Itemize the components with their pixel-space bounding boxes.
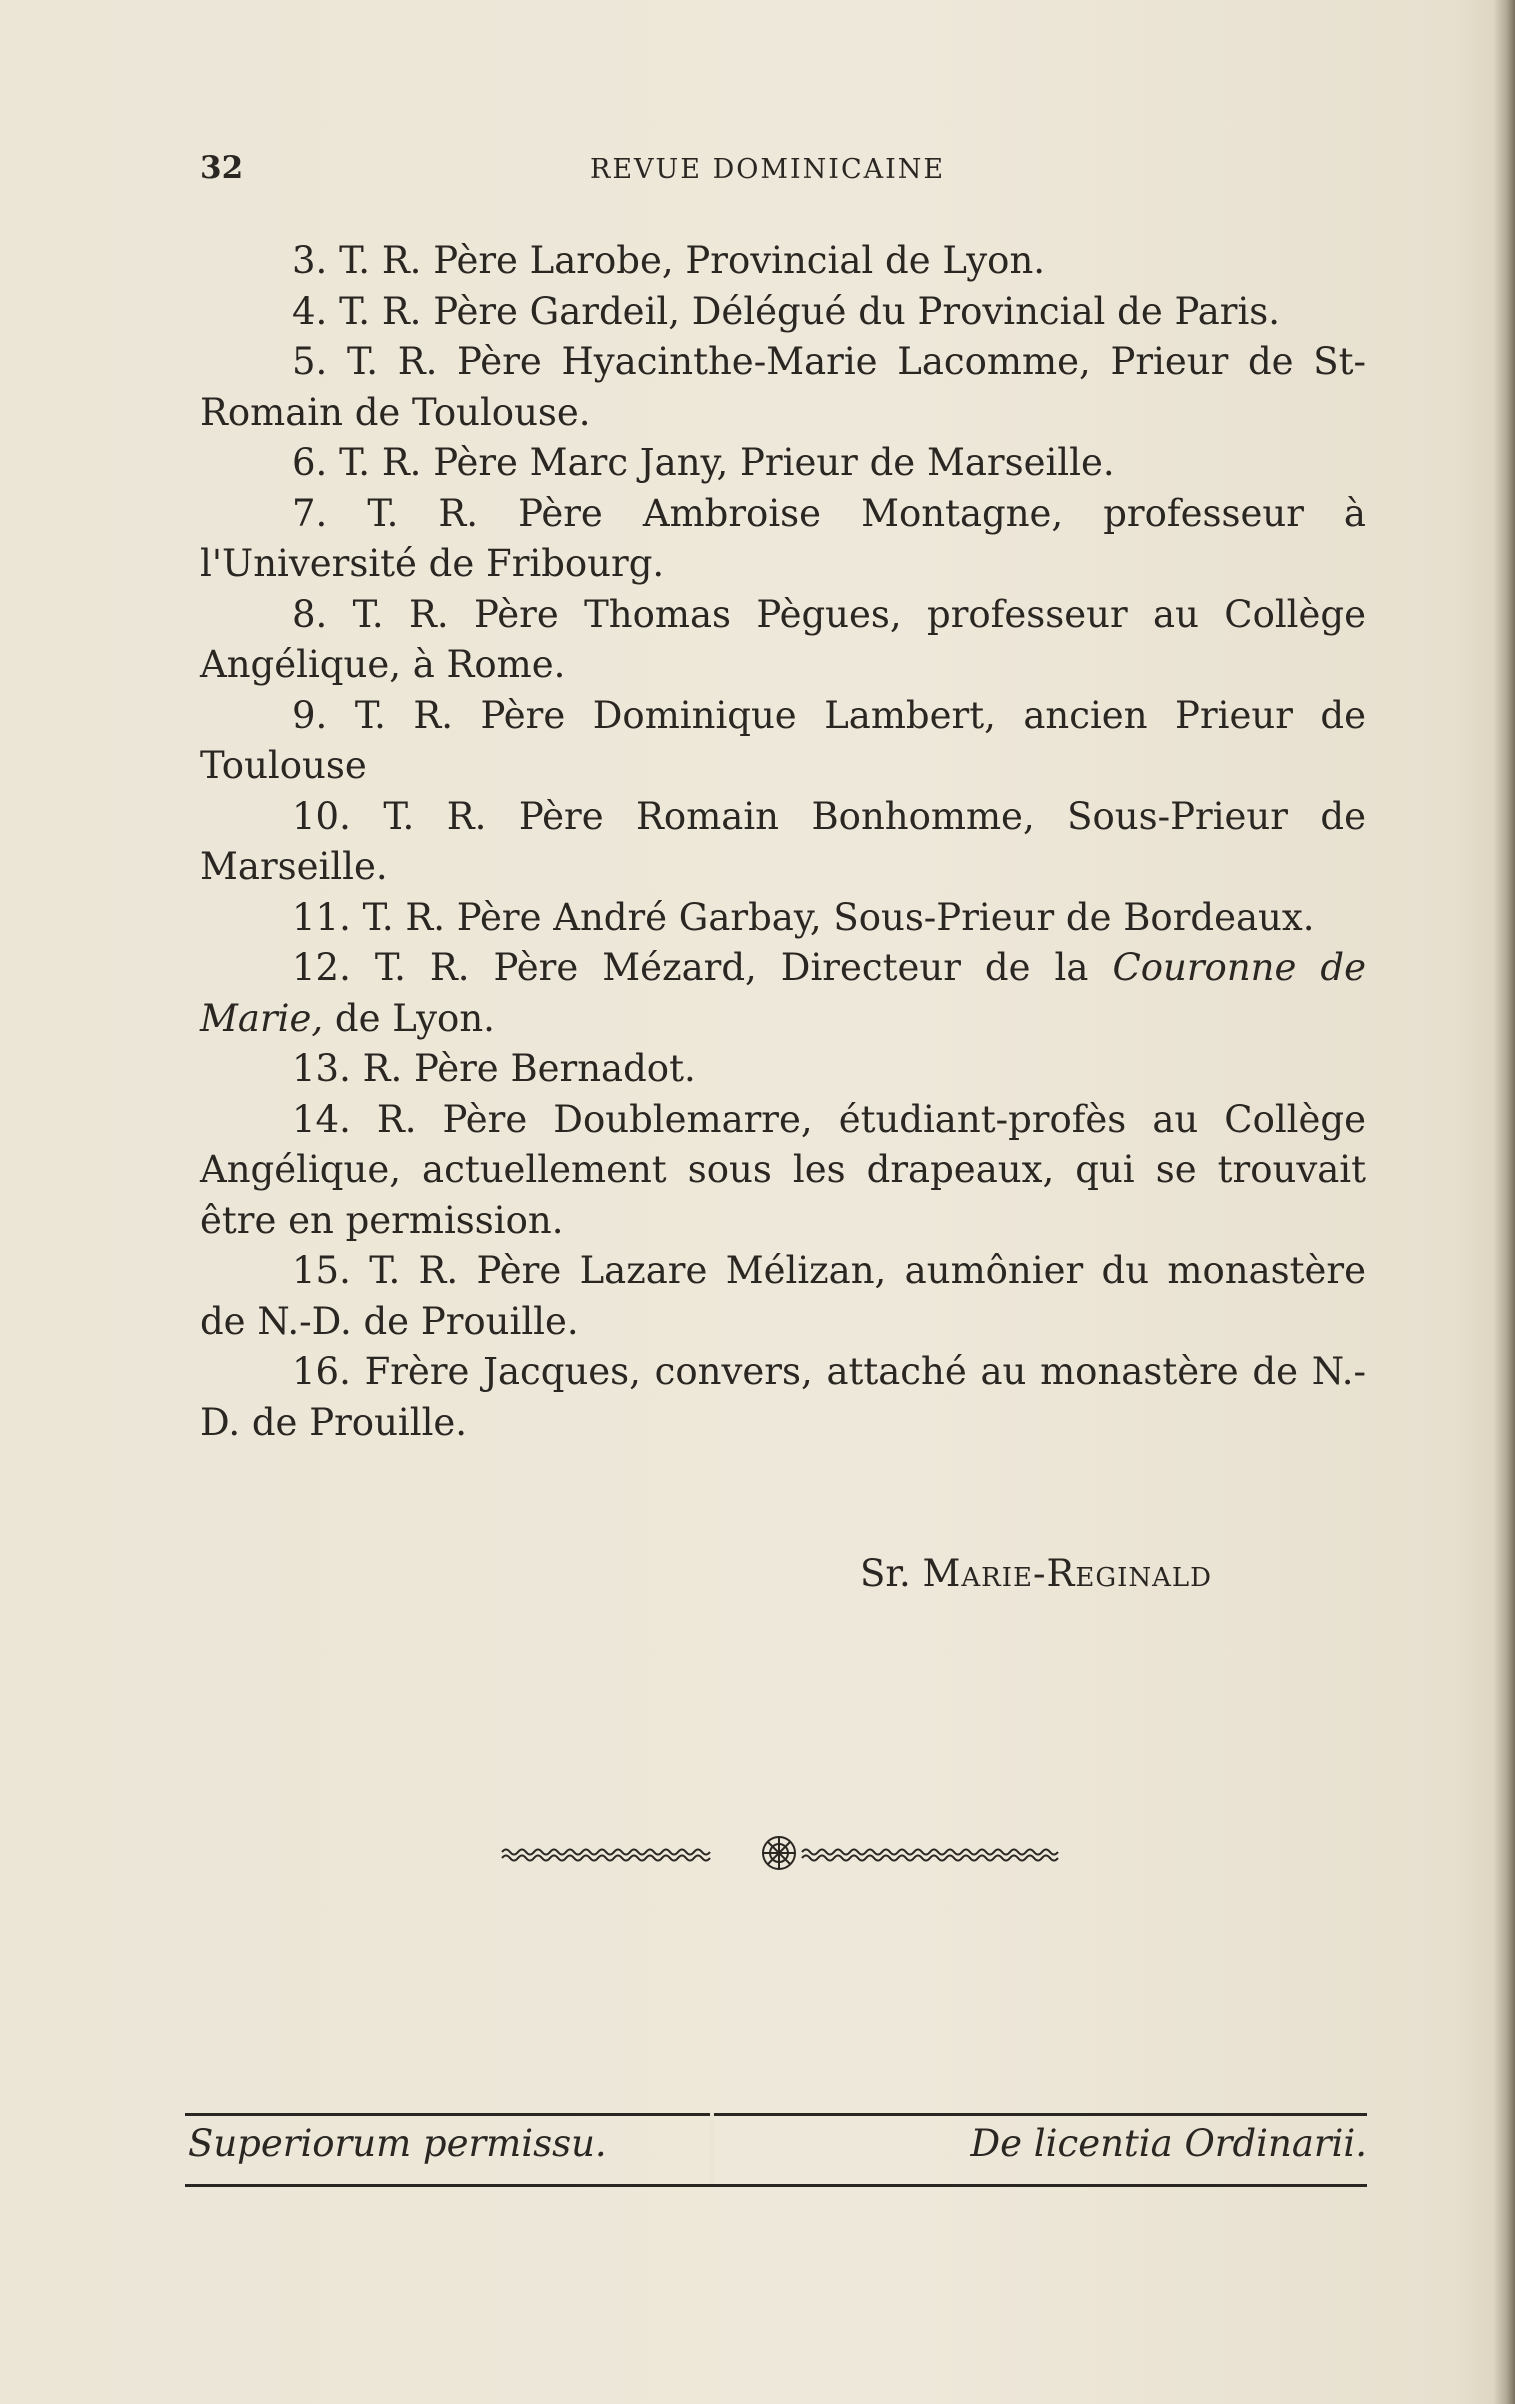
signature-prefix: Sr. — [860, 1552, 911, 1595]
ornament-divider — [500, 1832, 1060, 1872]
footer-rule-bottom — [185, 2184, 1367, 2187]
list-item-italic-title: Couronne de Marie, — [200, 946, 1366, 1040]
page-header — [200, 150, 1365, 190]
footer-rule-top — [185, 2113, 1367, 2116]
list-item: 10. T. R. Père Romain Bonhomme, Sous-Prieur de Marseille. — [200, 794, 1366, 888]
running-title: REVUE DOMINICAINE — [590, 154, 946, 185]
list-item: 15. T. R. Père Lazare Mélizan, aumônier du monastère de N.-D. de Prouille. — [200, 1249, 1366, 1343]
list-body — [200, 236, 1366, 1448]
footer-imprimatur-right: De licentia Ordinarii. — [970, 2122, 1367, 2165]
footer-imprimatur-left: Superiorum permissu. — [188, 2122, 607, 2165]
list-item — [200, 943, 1366, 1044]
list-item: 7. T. R. Père Ambroise Montagne, professeur à l'Université de Fribourg. — [200, 491, 1366, 585]
list-item: 4. T. R. Père Gardeil, Délégué du Provincial de Paris. — [292, 289, 1281, 333]
signature-name: Marie-Reginald — [922, 1552, 1213, 1595]
list-item: 16. Frère Jacques, convers, attaché au monastère de N.-D. de Prouille. — [200, 1350, 1366, 1444]
list-item: 6. T. R. Père Marc Jany, Prieur de Marseille. — [292, 441, 1115, 484]
list-item: 3. T. R. Père Larobe, Provincial de Lyon. — [292, 239, 1046, 282]
signature — [860, 1552, 1212, 1595]
list-item-text: de Lyon. — [323, 996, 495, 1040]
list-item: 5. T. R. Père Hyacinthe-Marie Lacomme, Prieur de St-Romain de Toulouse. — [200, 340, 1366, 434]
list-item: 13. R. Père Bernadot. — [292, 1047, 696, 1090]
page-edge-shadow — [1493, 0, 1515, 2404]
page-number: 32 — [200, 150, 244, 186]
list-item: 11. T. R. Père André Garbay, Sous-Prieur de Bordeaux. — [292, 895, 1315, 939]
list-item: 9. T. R. Père Dominique Lambert, ancien Prieur de Toulouse — [200, 693, 1366, 787]
list-item-text: 12. T. R. Père Mézard, Directeur de la — [292, 946, 1113, 989]
list-item: 14. R. Père Doublemarre, étudiant-profès au Collège Angélique, actuellement sous les drapeaux, qui se trouvait être en permission. — [200, 1097, 1366, 1242]
list-item: 8. T. R. Père Thomas Pègues, professeur au Collège Angélique, à Rome. — [200, 592, 1366, 686]
footer-rule-gap — [710, 2113, 714, 2186]
